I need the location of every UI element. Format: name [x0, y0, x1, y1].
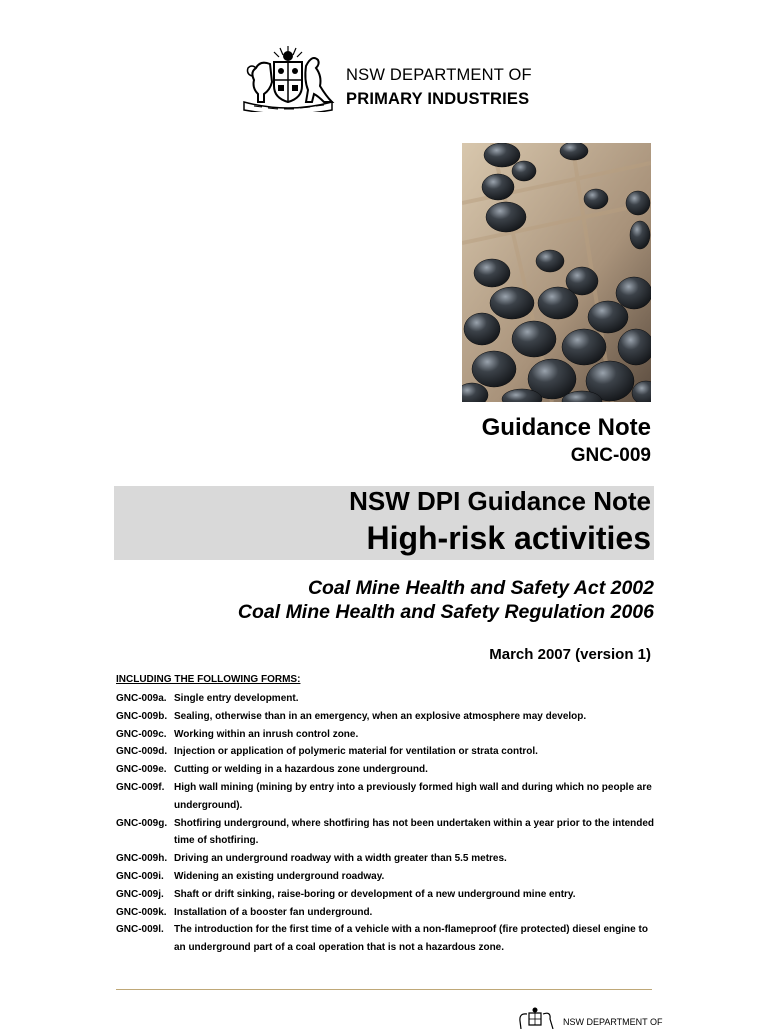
forms-list: [116, 690, 656, 957]
title-band: [114, 486, 654, 560]
form-description: Driving an underground roadway with a width greater than 5.5 metres.: [174, 853, 507, 865]
form-code: GNC-009i.: [116, 870, 164, 882]
form-description: The introduction for the first time of a vehicle with a non-flameproof (fire protected) diesel engine to an underground part of a coal operation that is not a hazardous zone.: [174, 924, 648, 954]
document-type: Guidance Note: [481, 414, 651, 441]
list-item: [116, 886, 656, 904]
list-item: [116, 779, 656, 815]
header-logo: [240, 44, 540, 114]
footer-org-name: NSW DEPARTMENT OF: [563, 1017, 663, 1027]
form-code: GNC-009l.: [116, 924, 164, 936]
form-code: GNC-009k.: [116, 906, 167, 918]
list-item: [116, 726, 656, 744]
forms-heading: INCLUDING THE FOLLOWING FORMS:: [116, 674, 301, 685]
list-item: [116, 850, 656, 868]
form-description: High wall mining (mining by entry into a previously formed high wall and during which no people are underground).: [174, 781, 652, 811]
coat-of-arms-icon: [240, 44, 336, 112]
footer-divider: [116, 989, 652, 990]
form-code: GNC-009f.: [116, 781, 165, 793]
form-description: Installation of a booster fan underground.: [174, 906, 373, 918]
document-code: GNC-009: [570, 445, 651, 466]
form-code: GNC-009h.: [116, 853, 168, 865]
org-name-line2: PRIMARY INDUSTRIES: [346, 90, 530, 108]
form-code: GNC-009a.: [116, 693, 167, 704]
coat-of-arms-icon: [513, 1005, 557, 1029]
act-title: Coal Mine Health and Safety Act 2002: [307, 577, 654, 599]
list-item: [116, 868, 656, 886]
form-code: GNC-009b.: [116, 710, 168, 722]
org-name-line1: NSW DEPARTMENT OF: [346, 66, 532, 84]
form-description: Cutting or welding in a hazardous zone underground.: [174, 764, 428, 776]
form-description: Working within an inrush control zone.: [174, 728, 359, 740]
list-item: [116, 815, 656, 851]
list-item: [116, 708, 656, 726]
form-description: Single entry development.: [174, 693, 299, 704]
form-code: GNC-009d.: [116, 746, 168, 758]
form-code: GNC-009g.: [116, 817, 168, 829]
list-item: [116, 690, 656, 708]
form-description: Widening an existing underground roadway.: [174, 870, 385, 882]
series-title: NSW DPI Guidance Note: [349, 486, 651, 516]
list-item: [116, 904, 656, 922]
form-code: GNC-009c.: [116, 728, 167, 740]
main-title: High-risk activities: [366, 520, 651, 556]
list-item: [116, 743, 656, 761]
publication-date: March 2007 (version 1): [489, 646, 651, 663]
form-code: GNC-009e.: [116, 764, 167, 776]
form-description: Shaft or drift sinking, raise-boring or development of a new underground mine entry.: [174, 888, 576, 900]
form-description: Sealing, otherwise than in an emergency, when an explosive atmosphere may develop.: [174, 710, 587, 722]
form-code: GNC-009j.: [116, 888, 164, 900]
coal-photo: [462, 143, 651, 402]
form-description: Injection or application of polymeric material for ventilation or strata control.: [174, 746, 538, 758]
regulation-title: Coal Mine Health and Safety Regulation 2006: [237, 601, 654, 623]
list-item: [116, 921, 656, 957]
form-description: Shotfiring underground, where shotfiring has not been undertaken within a year prior to the intended time of shotfiring.: [174, 817, 655, 847]
list-item: [116, 761, 656, 779]
footer-logo: [513, 1005, 673, 1029]
